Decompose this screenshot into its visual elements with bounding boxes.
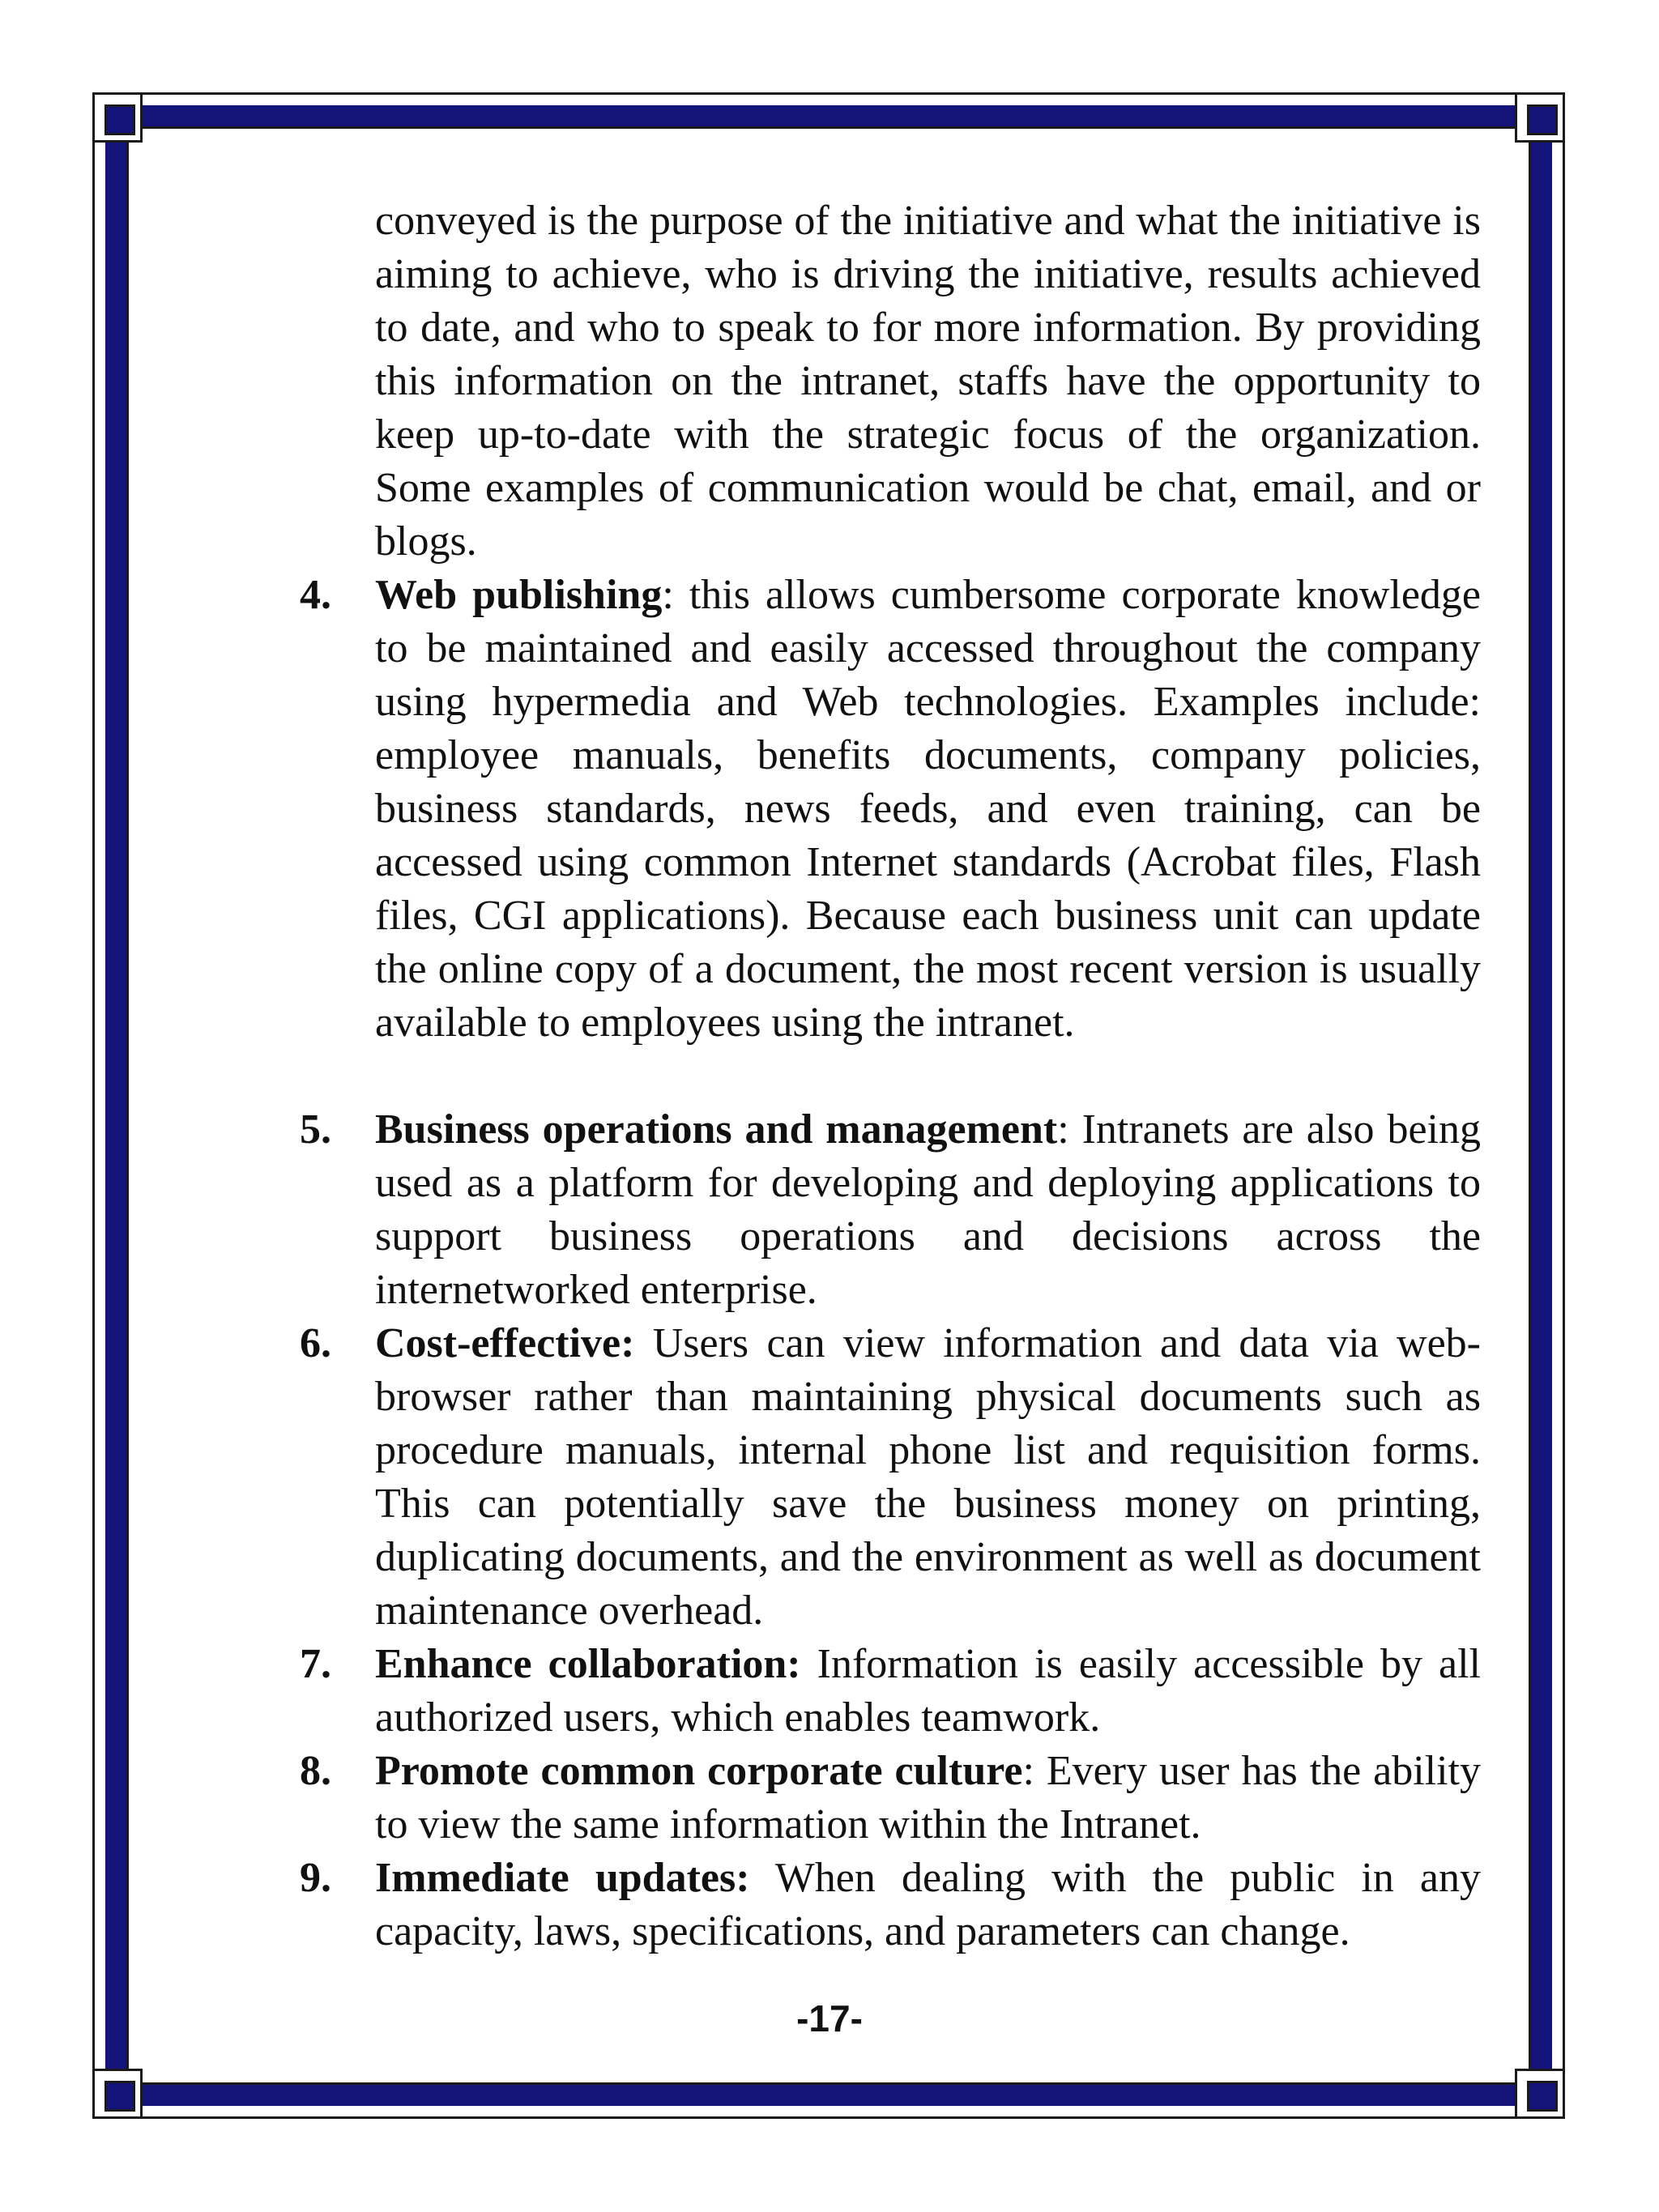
list-item-text: Users can view information and data via web-browser rather than maintaining physical documents such as procedure manuals, internal phone list and requisition forms. This can potentially save the business money on printing, duplicating documents, and the environment as well as document maintenance overhead.	[375, 1320, 1481, 1634]
list-item-body	[375, 1317, 1481, 1638]
list-item-text: : this allows cumbersome corporate knowledge to be maintained and easily accessed throughout the company using hypermedia and Web technologies. Examples include: employee manuals, benefits documents, company policies, business standards, news feeds, and even training, can be accessed using common Internet standards (Acrobat files, Flash files, CGI applications). Because each business unit can update the online copy of a document, the most recent version is usually available to employees using the intranet.	[375, 572, 1481, 1046]
list-item-text: When dealing with the public in any capacity, laws, specifications, and parameters can change.	[375, 1855, 1481, 1954]
list-item-body	[375, 1638, 1481, 1745]
list-item-body	[375, 1745, 1481, 1852]
list-item-term: Enhance collaboration:	[375, 1641, 801, 1687]
list-item	[300, 569, 1481, 1050]
list-item-body	[375, 1103, 1481, 1317]
list-item-number: 6.	[300, 1320, 331, 1366]
list-item-number: 7.	[300, 1641, 331, 1687]
list-item-term: Web publishing	[375, 572, 663, 618]
list-item	[300, 1638, 1481, 1745]
list-item-body	[375, 569, 1481, 1050]
list-item	[300, 1317, 1481, 1638]
list-item-term: Promote common corporate culture	[375, 1748, 1023, 1794]
list-item-text: Information is easily accessible by all authorized users, which enables teamwork.	[375, 1641, 1481, 1741]
page-number: -17-	[796, 1997, 863, 2039]
list-item-term: Immediate updates:	[375, 1855, 750, 1901]
list-item-body	[375, 1852, 1481, 1958]
list-item	[300, 1745, 1481, 1852]
list-item-text: : Every user has the ability to view the same information within the Intranet.	[375, 1748, 1482, 1848]
list-item-number: 9.	[300, 1855, 331, 1901]
list-item	[300, 1852, 1481, 1958]
continuation-paragraph: conveyed is the purpose of the initiative and what the initiative is aiming to achieve, who is driving the initiative, results achieved to date, and who to speak to for more information. By providing this information on the intranet, staffs have the opportunity to keep up-to-date with the strategic focus of the organization. Some examples of communication would be chat, email, and or blogs.	[375, 198, 1481, 565]
list-item-number: 5.	[300, 1106, 331, 1153]
list-item-text: : Intranets are also being used as a platform for developing and deploying applications to support business operations and decisions across the internetworked enterprise.	[375, 1106, 1481, 1313]
list-item-term: Business operations and management	[375, 1106, 1058, 1153]
list-item-number: 4.	[300, 572, 331, 618]
list-item-term: Cost-effective:	[375, 1320, 635, 1366]
list-item	[300, 1103, 1481, 1317]
list-item-number: 8.	[300, 1748, 331, 1794]
